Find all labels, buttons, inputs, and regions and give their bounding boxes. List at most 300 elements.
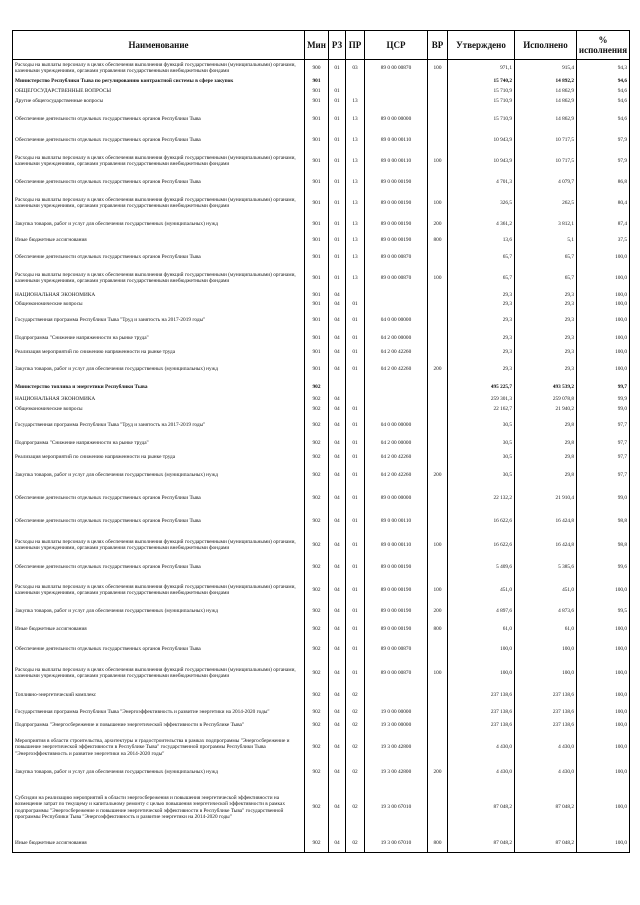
row-name: Реализация мероприятий по снижению напряженности на рынке труда — [13, 346, 305, 359]
row-csr — [365, 87, 428, 97]
row-min: 902 — [305, 465, 329, 486]
row-pr: 13 — [346, 97, 365, 107]
row-pr: 01 — [346, 300, 365, 310]
table-row — [13, 834, 630, 853]
row-vr — [428, 97, 448, 107]
row-vr — [428, 436, 448, 451]
row-csr: 89 0 00 00190 — [365, 233, 428, 249]
row-approved: 259 301,3 — [448, 395, 515, 405]
row-rz: 04 — [329, 686, 346, 706]
row-min: 902 — [305, 380, 329, 395]
row-pr: 01 — [346, 661, 365, 686]
row-percent: 100,0 — [577, 359, 630, 380]
row-min: 902 — [305, 661, 329, 686]
header-name: Наименование — [13, 31, 305, 60]
row-approved: 87 048,2 — [448, 834, 515, 853]
row-vr — [428, 331, 448, 346]
row-approved: 15 740,2 — [448, 77, 515, 87]
row-name: Обеспечение деятельности отдельных государственных органов Республики Тыва — [13, 174, 305, 191]
row-vr: 800 — [428, 834, 448, 853]
row-min: 901 — [305, 132, 329, 149]
row-approved: 30,5 — [448, 415, 515, 436]
row-approved: 30,5 — [448, 451, 515, 465]
row-percent: 100,0 — [577, 291, 630, 300]
row-executed: 61,0 — [515, 621, 577, 639]
row-vr — [428, 395, 448, 405]
row-name: Обеспечение деятельности отдельных государственных органов Республики Тыва — [13, 558, 305, 578]
row-csr — [365, 380, 428, 395]
row-approved: 10 943,9 — [448, 149, 515, 174]
row-rz: 04 — [329, 359, 346, 380]
row-vr — [428, 380, 448, 395]
row-pr: 13 — [346, 233, 365, 249]
row-csr: 89 0 00 00110 — [365, 511, 428, 533]
row-rz: 01 — [329, 60, 346, 77]
row-pr: 13 — [346, 149, 365, 174]
table-row — [13, 436, 630, 451]
row-executed: 915,4 — [515, 60, 577, 77]
row-csr: 89 0 00 00110 — [365, 132, 428, 149]
row-pr: 01 — [346, 578, 365, 603]
row-approved: 29,3 — [448, 300, 515, 310]
row-executed: 10 717,5 — [515, 132, 577, 149]
row-vr — [428, 300, 448, 310]
row-vr — [428, 310, 448, 331]
row-percent: 94,6 — [577, 77, 630, 87]
row-vr: 200 — [428, 763, 448, 782]
row-csr: 89 0 00 00870 — [365, 60, 428, 77]
row-csr: 19 0 00 00000 — [365, 706, 428, 719]
row-executed: 100,0 — [515, 639, 577, 661]
row-min: 902 — [305, 533, 329, 558]
row-csr — [365, 291, 428, 300]
row-approved: 100,0 — [448, 661, 515, 686]
row-name: НАЦИОНАЛЬНАЯ ЭКОНОМИКА — [13, 291, 305, 300]
row-rz: 04 — [329, 639, 346, 661]
row-rz: 04 — [329, 834, 346, 853]
row-percent: 100,0 — [577, 733, 630, 763]
row-csr: 19 3 00 00000 — [365, 719, 428, 733]
row-approved: 237 138,6 — [448, 706, 515, 719]
row-name: Обеспечение деятельности отдельных государственных органов Республики Тыва — [13, 249, 305, 266]
row-min: 901 — [305, 107, 329, 132]
row-csr: 89 0 00 00190 — [365, 603, 428, 621]
row-percent: 97,9 — [577, 132, 630, 149]
table-row — [13, 359, 630, 380]
row-approved: 29,3 — [448, 359, 515, 380]
row-vr: 200 — [428, 603, 448, 621]
row-min: 901 — [305, 149, 329, 174]
table-row — [13, 216, 630, 233]
row-rz: 04 — [329, 558, 346, 578]
row-name: Мероприятия в области строительства, архитектуры и градостроительства в рамках подпрограммы "Энергосбережение и повышение энергетической эффективности в Республике Тыва" государственной программы Республики Тыва "Энергоэффективность и развитие энергетики на 2014-2020 годы" — [13, 733, 305, 763]
table-row — [13, 249, 630, 266]
row-pr: 01 — [346, 558, 365, 578]
row-name: Субсидии на реализацию мероприятий в области энергосбережения и повышения энергетической эффективности на возмещение затрат по текущему и капитальному ремонту с целью повышения энергетической эффективности в рамках подпрограммы "Энергосбережение и повышение энергетической эффективности в Республике Тыва" государственной программы Республики Тыва "Энергоэффективность и развитие энергетики на 2014-2020 годы" — [13, 782, 305, 834]
row-approved: 16 622,6 — [448, 511, 515, 533]
row-executed: 16 424,8 — [515, 511, 577, 533]
table-row — [13, 405, 630, 415]
row-approved: 237 138,6 — [448, 719, 515, 733]
table-row — [13, 639, 630, 661]
row-executed: 65,7 — [515, 266, 577, 291]
row-csr: 89 0 00 00110 — [365, 149, 428, 174]
row-name: Другие общегосударственные вопросы — [13, 97, 305, 107]
row-percent: 100,0 — [577, 249, 630, 266]
row-csr: 89 0 00 00190 — [365, 174, 428, 191]
row-csr: 04 2 00 42260 — [365, 346, 428, 359]
row-csr: 04 2 00 42260 — [365, 451, 428, 465]
row-executed: 29,3 — [515, 291, 577, 300]
row-pr: 02 — [346, 733, 365, 763]
row-percent: 86,8 — [577, 174, 630, 191]
table-row — [13, 191, 630, 216]
row-approved: 237 138,6 — [448, 686, 515, 706]
row-name: Обеспечение деятельности отдельных государственных органов Республики Тыва — [13, 486, 305, 511]
row-name: Общеэкономические вопросы — [13, 405, 305, 415]
row-percent: 100,0 — [577, 834, 630, 853]
row-name: Расходы на выплаты персоналу в целях обеспечения выполнения функций государственными (муниципальными) органами, казенными учреждениями, органами управления государственными внебюджетными фондами — [13, 266, 305, 291]
row-vr — [428, 346, 448, 359]
row-vr — [428, 511, 448, 533]
row-approved: 4 701,3 — [448, 174, 515, 191]
row-name: Иные бюджетные ассигнования — [13, 621, 305, 639]
row-rz: 01 — [329, 191, 346, 216]
row-pr: 01 — [346, 415, 365, 436]
row-vr: 100 — [428, 149, 448, 174]
table-row — [13, 346, 630, 359]
row-min: 902 — [305, 686, 329, 706]
row-pr: 13 — [346, 266, 365, 291]
row-pr: 13 — [346, 216, 365, 233]
row-vr: 100 — [428, 661, 448, 686]
row-pr: 01 — [346, 405, 365, 415]
row-name: Реализация мероприятий по снижению напряженности на рынке труда — [13, 451, 305, 465]
row-percent: 100,0 — [577, 300, 630, 310]
row-vr — [428, 782, 448, 834]
row-csr: 89 0 00 00190 — [365, 621, 428, 639]
row-percent: 94,6 — [577, 107, 630, 132]
row-vr — [428, 719, 448, 733]
row-percent: 97,7 — [577, 436, 630, 451]
row-approved: 4 897,6 — [448, 603, 515, 621]
row-percent: 99,0 — [577, 486, 630, 511]
row-name: Министерство топлива и энергетики Республики Тыва — [13, 380, 305, 395]
row-csr: 19 3 00 42800 — [365, 763, 428, 782]
table-row — [13, 451, 630, 465]
table-row — [13, 174, 630, 191]
row-approved: 15 710,9 — [448, 107, 515, 132]
row-executed: 21 940,2 — [515, 405, 577, 415]
row-percent: 100,0 — [577, 331, 630, 346]
row-approved: 29,3 — [448, 346, 515, 359]
row-csr: 19 3 00 67010 — [365, 834, 428, 853]
row-name: Расходы на выплаты персоналу в целях обеспечения выполнения функций государственными (муниципальными) органами, казенными учреждениями, органами управления государственными внебюджетными фондами — [13, 191, 305, 216]
row-csr: 04 2 00 00000 — [365, 331, 428, 346]
row-executed: 87 048,2 — [515, 834, 577, 853]
table-row — [13, 266, 630, 291]
row-csr: 04 2 00 42260 — [365, 465, 428, 486]
row-executed: 451,0 — [515, 578, 577, 603]
row-min: 902 — [305, 395, 329, 405]
row-percent: 100,0 — [577, 639, 630, 661]
row-min: 902 — [305, 436, 329, 451]
row-csr — [365, 405, 428, 415]
row-rz: 04 — [329, 310, 346, 331]
row-vr: 100 — [428, 533, 448, 558]
row-executed: 262,5 — [515, 191, 577, 216]
table-row — [13, 415, 630, 436]
row-csr: 89 0 00 00110 — [365, 533, 428, 558]
row-name: Подпрограмма "Снижение напряженности на рынке труда" — [13, 331, 305, 346]
row-pr: 01 — [346, 465, 365, 486]
row-vr — [428, 706, 448, 719]
row-percent: 99,0 — [577, 405, 630, 415]
row-approved: 30,5 — [448, 465, 515, 486]
row-rz: 04 — [329, 621, 346, 639]
row-pr: 01 — [346, 533, 365, 558]
row-rz: 04 — [329, 395, 346, 405]
row-rz: 01 — [329, 149, 346, 174]
row-pr: 02 — [346, 706, 365, 719]
row-rz: 04 — [329, 451, 346, 465]
row-pr — [346, 291, 365, 300]
row-name: Расходы на выплаты персоналу в целях обеспечения выполнения функций государственными (муниципальными) органами, казенными учреждениями, органами управления государственными внебюджетными фондами — [13, 149, 305, 174]
row-name: Министерство Республики Тыва по регулированию контрактной системы в сфере закупок — [13, 77, 305, 87]
row-name: Расходы на выплаты персоналу в целях обеспечения выполнения функций государственными (муниципальными) органами, казенными учреждениями, органами управления государственными внебюджетными фондами — [13, 60, 305, 77]
row-percent: 99,9 — [577, 395, 630, 405]
row-pr: 02 — [346, 782, 365, 834]
row-pr: 13 — [346, 107, 365, 132]
row-percent: 100,0 — [577, 763, 630, 782]
row-min: 901 — [305, 174, 329, 191]
row-executed: 29,3 — [515, 331, 577, 346]
row-min: 901 — [305, 331, 329, 346]
row-rz: 01 — [329, 266, 346, 291]
row-name: Иные бюджетные ассигнования — [13, 233, 305, 249]
row-pr: 01 — [346, 331, 365, 346]
row-name: Обеспечение деятельности отдельных государственных органов Республики Тыва — [13, 107, 305, 132]
row-vr — [428, 639, 448, 661]
row-min: 901 — [305, 359, 329, 380]
row-percent: 97,7 — [577, 451, 630, 465]
row-executed: 100,0 — [515, 661, 577, 686]
row-rz: 04 — [329, 291, 346, 300]
row-pr: 01 — [346, 639, 365, 661]
row-pr — [346, 87, 365, 97]
row-percent: 100,0 — [577, 719, 630, 733]
row-name: Обеспечение деятельности отдельных государственных органов Республики Тыва — [13, 639, 305, 661]
budget-execution-table — [12, 30, 630, 853]
row-name: Государственная программа Республики Тыва "Труд и занятость на 2017-2019 годы" — [13, 415, 305, 436]
row-approved: 87 048,2 — [448, 782, 515, 834]
row-rz: 04 — [329, 578, 346, 603]
row-approved: 22 162,7 — [448, 405, 515, 415]
row-percent: 94,6 — [577, 87, 630, 97]
row-vr: 800 — [428, 621, 448, 639]
row-name: Подпрограмма "Энергосбережение и повышение энергетической эффективности в Республике Тыва" — [13, 719, 305, 733]
row-min: 902 — [305, 706, 329, 719]
row-rz: 01 — [329, 174, 346, 191]
row-approved: 10 943,9 — [448, 132, 515, 149]
row-executed: 14 862,9 — [515, 107, 577, 132]
row-rz: 04 — [329, 661, 346, 686]
row-vr — [428, 486, 448, 511]
row-approved: 29,3 — [448, 331, 515, 346]
row-vr — [428, 451, 448, 465]
row-csr: 89 0 00 00870 — [365, 266, 428, 291]
row-min: 902 — [305, 486, 329, 511]
row-csr: 04 2 00 00000 — [365, 436, 428, 451]
row-min: 901 — [305, 291, 329, 300]
row-rz: 04 — [329, 346, 346, 359]
row-csr — [365, 395, 428, 405]
row-executed: 16 424,8 — [515, 533, 577, 558]
row-pr: 01 — [346, 310, 365, 331]
row-percent: 97,9 — [577, 149, 630, 174]
row-min: 902 — [305, 405, 329, 415]
row-rz — [329, 380, 346, 395]
row-name: Обеспечение деятельности отдельных государственных органов Республики Тыва — [13, 511, 305, 533]
row-pr: 13 — [346, 132, 365, 149]
row-executed: 237 138,6 — [515, 706, 577, 719]
row-rz: 04 — [329, 436, 346, 451]
row-csr: 04 0 00 00000 — [365, 310, 428, 331]
row-vr: 100 — [428, 266, 448, 291]
row-percent: 100,0 — [577, 621, 630, 639]
row-executed: 4 430,0 — [515, 733, 577, 763]
row-executed: 29,8 — [515, 436, 577, 451]
row-name: Закупка товаров, работ и услуг для обеспечения государственных (муниципальных) нужд — [13, 763, 305, 782]
table-row — [13, 733, 630, 763]
row-rz: 04 — [329, 533, 346, 558]
header-pr: ПР — [346, 31, 365, 60]
row-rz: 04 — [329, 300, 346, 310]
row-min: 902 — [305, 733, 329, 763]
row-name: Закупка товаров, работ и услуг для обеспечения государственных (муниципальных) нужд — [13, 465, 305, 486]
row-pr — [346, 380, 365, 395]
row-executed: 10 717,5 — [515, 149, 577, 174]
row-vr: 200 — [428, 216, 448, 233]
row-csr: 89 0 00 00190 — [365, 216, 428, 233]
row-percent: 100,0 — [577, 706, 630, 719]
table-row — [13, 763, 630, 782]
row-min: 901 — [305, 191, 329, 216]
row-percent: 97,7 — [577, 415, 630, 436]
row-approved: 495 225,7 — [448, 380, 515, 395]
row-min: 901 — [305, 87, 329, 97]
row-vr — [428, 415, 448, 436]
table-row — [13, 533, 630, 558]
row-vr — [428, 107, 448, 132]
row-name: Расходы на выплаты персоналу в целях обеспечения выполнения функций государственными (муниципальными) органами, казенными учреждениями, органами управления государственными внебюджетными фондами — [13, 578, 305, 603]
table-row — [13, 60, 630, 77]
row-rz: 04 — [329, 486, 346, 511]
row-executed: 65,7 — [515, 249, 577, 266]
row-approved: 30,5 — [448, 436, 515, 451]
row-executed: 29,3 — [515, 310, 577, 331]
row-csr: 89 0 00 00870 — [365, 639, 428, 661]
row-vr: 100 — [428, 60, 448, 77]
row-percent: 94,6 — [577, 97, 630, 107]
row-rz: 04 — [329, 782, 346, 834]
header-approved: Утверждено — [448, 31, 515, 60]
row-vr: 200 — [428, 465, 448, 486]
row-csr — [365, 97, 428, 107]
row-executed: 4 873,6 — [515, 603, 577, 621]
row-name: Топливно-энергетический комплекс — [13, 686, 305, 706]
table-row — [13, 380, 630, 395]
header-csr: ЦСР — [365, 31, 428, 60]
row-percent: 37,5 — [577, 233, 630, 249]
row-csr: 89 0 00 00000 — [365, 486, 428, 511]
row-percent: 99,6 — [577, 558, 630, 578]
row-vr — [428, 558, 448, 578]
row-rz: 04 — [329, 733, 346, 763]
row-executed: 29,3 — [515, 300, 577, 310]
header-executed: Исполнено — [515, 31, 577, 60]
row-vr — [428, 686, 448, 706]
row-percent: 87,4 — [577, 216, 630, 233]
table-row — [13, 603, 630, 621]
row-vr — [428, 733, 448, 763]
row-executed: 5 385,6 — [515, 558, 577, 578]
row-name: Закупка товаров, работ и услуг для обеспечения государственных (муниципальных) нужд — [13, 359, 305, 380]
row-vr — [428, 174, 448, 191]
row-pr — [346, 77, 365, 87]
row-csr: 89 0 00 00190 — [365, 191, 428, 216]
row-vr — [428, 77, 448, 87]
row-percent: 98,8 — [577, 511, 630, 533]
row-approved: 29,3 — [448, 310, 515, 331]
table-row — [13, 486, 630, 511]
row-csr: 89 0 00 00870 — [365, 249, 428, 266]
row-executed: 3 812,1 — [515, 216, 577, 233]
row-pr: 01 — [346, 486, 365, 511]
table-row — [13, 395, 630, 405]
row-executed: 21 910,4 — [515, 486, 577, 511]
row-approved: 451,0 — [448, 578, 515, 603]
row-executed: 14 892,2 — [515, 77, 577, 87]
row-min: 902 — [305, 621, 329, 639]
row-approved: 13,6 — [448, 233, 515, 249]
row-rz: 01 — [329, 97, 346, 107]
row-rz: 01 — [329, 132, 346, 149]
table-row — [13, 686, 630, 706]
row-pr: 13 — [346, 174, 365, 191]
row-percent: 100,0 — [577, 346, 630, 359]
row-name: Государственная программа Республики Тыва "Труд и занятость на 2017-2019 годы" — [13, 310, 305, 331]
table-row — [13, 621, 630, 639]
row-approved: 100,0 — [448, 639, 515, 661]
row-executed: 29,8 — [515, 451, 577, 465]
header-min: Мин — [305, 31, 329, 60]
row-rz: 01 — [329, 87, 346, 97]
row-pr: 13 — [346, 249, 365, 266]
row-csr: 19 3 00 67010 — [365, 782, 428, 834]
row-min: 900 — [305, 60, 329, 77]
row-name: Обеспечение деятельности отдельных государственных органов Республики Тыва — [13, 132, 305, 149]
row-rz — [329, 77, 346, 87]
row-pr: 02 — [346, 686, 365, 706]
row-name: Расходы на выплаты персоналу в целях обеспечения выполнения функций государственными (муниципальными) органами, казенными учреждениями, органами управления государственными внебюджетными фондами — [13, 661, 305, 686]
row-rz: 04 — [329, 719, 346, 733]
row-pr: 01 — [346, 603, 365, 621]
row-approved: 15 710,9 — [448, 87, 515, 97]
row-csr — [365, 77, 428, 87]
row-name: ОБЩЕГОСУДАРСТВЕННЫЕ ВОПРОСЫ — [13, 87, 305, 97]
row-pr: 13 — [346, 191, 365, 216]
